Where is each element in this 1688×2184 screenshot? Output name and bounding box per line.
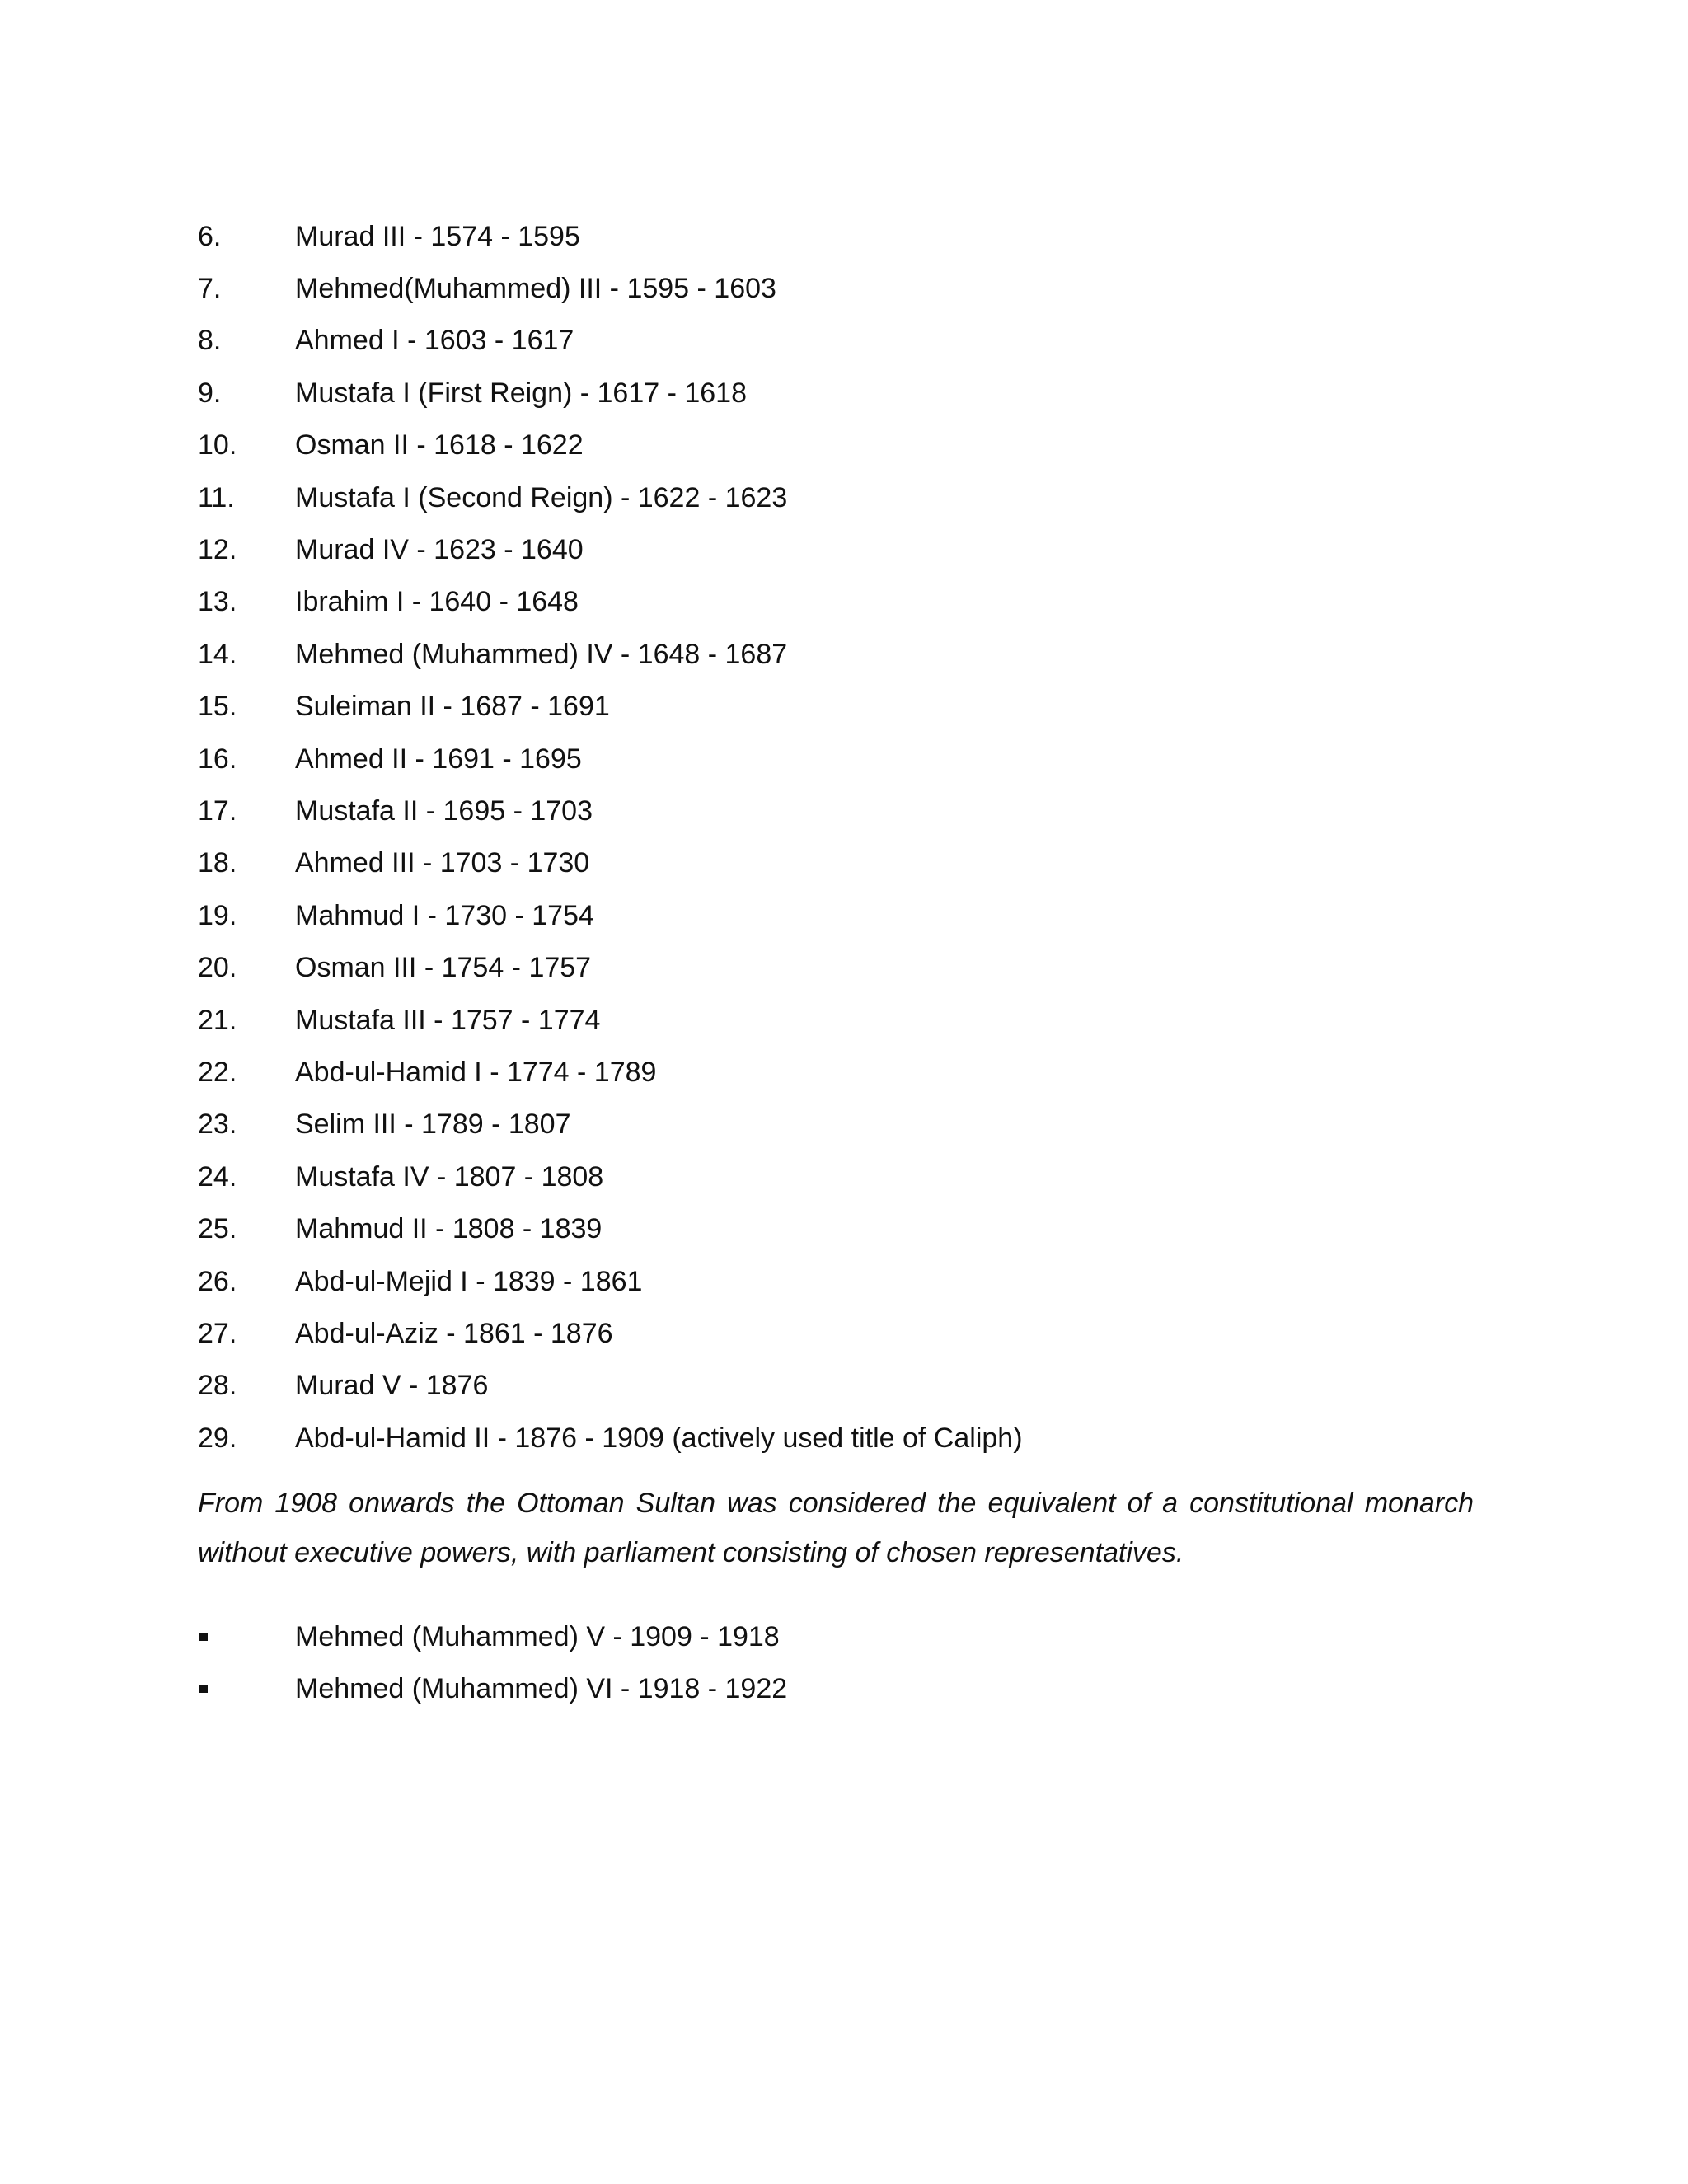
item-number: 11. bbox=[198, 481, 235, 513]
list-item bbox=[198, 471, 1474, 523]
item-number: 15. bbox=[198, 691, 237, 723]
item-text: Mustafa IV - 1807 - 1808 bbox=[295, 1160, 604, 1193]
item-text: Selim III - 1789 - 1807 bbox=[295, 1108, 571, 1141]
item-text: Mehmed(Muhammed) III - 1595 - 1603 bbox=[295, 273, 776, 305]
list-item bbox=[198, 1202, 1474, 1254]
item-text: Suleiman II - 1687 - 1691 bbox=[295, 691, 610, 723]
item-number: 24. bbox=[198, 1160, 237, 1193]
item-number: 20. bbox=[198, 952, 237, 984]
square-bullet-icon bbox=[198, 1633, 295, 1641]
list-item bbox=[198, 367, 1474, 419]
list-item bbox=[198, 889, 1474, 941]
list-item bbox=[198, 419, 1474, 471]
item-number: 14. bbox=[198, 638, 237, 670]
item-text: Murad III - 1574 - 1595 bbox=[295, 220, 580, 252]
list-item bbox=[198, 994, 1474, 1046]
item-number: 28. bbox=[198, 1370, 237, 1402]
item-text: Mustafa I (Second Reign) - 1622 - 1623 bbox=[295, 481, 788, 513]
list-item bbox=[198, 523, 1474, 575]
item-number: 6. bbox=[198, 220, 222, 252]
square-bullet-icon bbox=[198, 1685, 295, 1693]
item-text: Osman II - 1618 - 1622 bbox=[295, 429, 584, 462]
item-text: Mustafa III - 1757 - 1774 bbox=[295, 1004, 601, 1036]
sultan-list bbox=[198, 210, 1474, 1464]
list-item bbox=[198, 1610, 1474, 1662]
list-item bbox=[198, 837, 1474, 889]
item-number: 9. bbox=[198, 377, 222, 409]
list-item bbox=[198, 210, 1474, 262]
list-item bbox=[198, 1360, 1474, 1412]
list-item bbox=[198, 1099, 1474, 1151]
item-text: Abd-ul-Hamid I - 1774 - 1789 bbox=[295, 1056, 657, 1088]
item-number: 18. bbox=[198, 847, 237, 879]
item-text: Abd-ul-Mejid I - 1839 - 1861 bbox=[295, 1265, 643, 1297]
item-text: Mustafa II - 1695 - 1703 bbox=[295, 794, 593, 827]
item-number: 23. bbox=[198, 1108, 237, 1141]
list-item bbox=[198, 1046, 1474, 1098]
item-number: 7. bbox=[198, 273, 222, 305]
item-number: 17. bbox=[198, 794, 237, 827]
list-item bbox=[198, 1255, 1474, 1307]
item-number: 27. bbox=[198, 1317, 237, 1349]
item-text: Murad V - 1876 bbox=[295, 1370, 489, 1402]
list-item bbox=[198, 1412, 1474, 1464]
item-text: Mustafa I (First Reign) - 1617 - 1618 bbox=[295, 377, 748, 409]
item-text: Murad IV - 1623 - 1640 bbox=[295, 534, 584, 566]
list-item bbox=[198, 262, 1474, 314]
list-item bbox=[198, 1307, 1474, 1359]
item-number: 29. bbox=[198, 1422, 237, 1454]
item-text: Mehmed (Muhammed) IV - 1648 - 1687 bbox=[295, 638, 788, 670]
list-item bbox=[198, 628, 1474, 680]
list-item bbox=[198, 1663, 1474, 1715]
list-item bbox=[198, 1151, 1474, 1202]
item-text: Abd-ul-Aziz - 1861 - 1876 bbox=[295, 1317, 613, 1349]
item-number: 19. bbox=[198, 899, 237, 931]
page-content bbox=[198, 210, 1474, 1715]
item-number: 13. bbox=[198, 586, 237, 618]
item-text: Osman III - 1754 - 1757 bbox=[295, 952, 592, 984]
item-number: 25. bbox=[198, 1213, 237, 1245]
later-sultan-list bbox=[198, 1610, 1474, 1715]
list-item bbox=[198, 785, 1474, 837]
list-item bbox=[198, 733, 1474, 785]
item-number: 8. bbox=[198, 325, 222, 357]
list-item bbox=[198, 941, 1474, 993]
list-item bbox=[198, 576, 1474, 628]
item-number: 12. bbox=[198, 534, 237, 566]
item-text: Ahmed II - 1691 - 1695 bbox=[295, 743, 582, 775]
item-text: Ibrahim I - 1640 - 1648 bbox=[295, 586, 579, 618]
item-number: 10. bbox=[198, 429, 237, 462]
item-text: Mehmed (Muhammed) V - 1909 - 1918 bbox=[295, 1620, 780, 1652]
item-text: Ahmed III - 1703 - 1730 bbox=[295, 847, 590, 879]
item-number: 21. bbox=[198, 1004, 237, 1036]
item-number: 26. bbox=[198, 1265, 237, 1297]
list-item bbox=[198, 681, 1474, 733]
item-text: Abd-ul-Hamid II - 1876 - 1909 (actively used title of Caliph) bbox=[295, 1422, 1023, 1454]
item-text: Mahmud II - 1808 - 1839 bbox=[295, 1213, 603, 1245]
item-number: 16. bbox=[198, 743, 237, 775]
item-text: Mehmed (Muhammed) VI - 1918 - 1922 bbox=[295, 1672, 788, 1704]
item-text: Mahmud I - 1730 - 1754 bbox=[295, 899, 594, 931]
item-text: Ahmed I - 1603 - 1617 bbox=[295, 325, 574, 357]
item-number: 22. bbox=[198, 1056, 237, 1088]
constitutional-note: From 1908 onwards the Ottoman Sultan was considered the equivalent of a constitutional monarch without executive powers, with parliament consisting of chosen representatives. bbox=[198, 1488, 1474, 1569]
list-item bbox=[198, 315, 1474, 367]
